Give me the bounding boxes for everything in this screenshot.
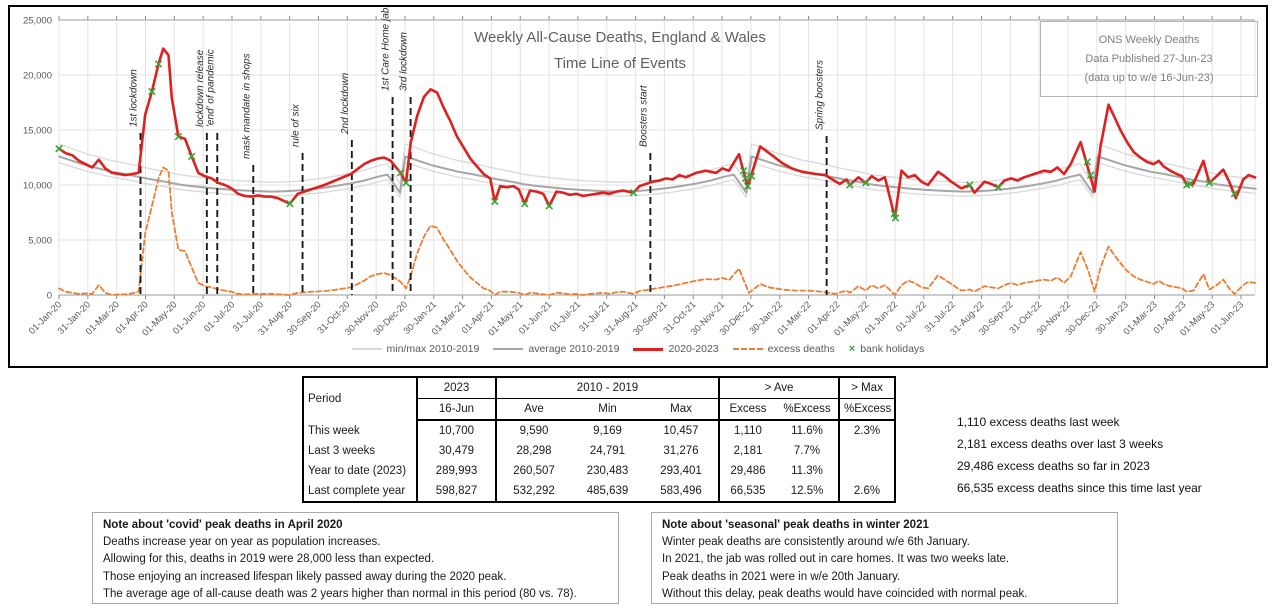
row-period: This week	[308, 424, 360, 437]
chart-title-line1: Weekly All-Cause Deaths, England & Wales	[474, 29, 766, 46]
table-header-excess: Excess	[719, 399, 776, 421]
table-header-16jun: 16-Jun	[417, 399, 496, 421]
row-ave: 9,590	[496, 420, 571, 441]
x-tick-label: 31-Jul-20	[230, 299, 266, 334]
x-tick-label: 01-Jun-20	[170, 299, 208, 337]
x-tick-label: 01-Jun-22	[862, 299, 900, 337]
x-tick-label: 01-Mar-20	[83, 299, 122, 337]
x-tick-label: 30-Dec-21	[717, 299, 756, 338]
row-pct-excess-max	[839, 441, 895, 461]
legend-excess-label: excess deaths	[767, 343, 835, 355]
row-2023-value: 598,827	[417, 481, 496, 502]
table-header-max: Max	[644, 399, 719, 421]
event-label: rule of six	[290, 104, 302, 147]
row-excess: 66,535	[719, 481, 776, 502]
legend-minmax-label: min/max 2010-2019	[386, 343, 480, 355]
note-seasonal-title: Note about 'seasonal' peak deaths in winter 2021	[662, 519, 929, 531]
row-period: Year to date (2023)	[308, 465, 407, 477]
x-tick-label: 01-Jul-20	[201, 299, 237, 334]
x-tick-label: 01-Mar-23	[1121, 299, 1159, 337]
excess-line-week: 1,110 excess deaths last week	[957, 415, 1120, 429]
legend-item-minmax	[352, 343, 480, 355]
y-tick-label: 10,000	[22, 180, 52, 192]
legend-current-label: 2020-2023	[668, 343, 719, 355]
row-min: 9,169	[593, 425, 622, 437]
ons-box-line3: (data up to w/e 16-Jun-23)	[1084, 72, 1214, 84]
table-row	[303, 481, 895, 502]
x-tick-label: 01-Jul-22	[893, 299, 929, 334]
x-tick-label: 01-Jan-20	[26, 299, 64, 337]
x-tick-label: 30-Sep-20	[285, 299, 323, 338]
chart-legend	[10, 343, 1266, 355]
event-label: mask mandate in shops	[241, 53, 253, 159]
y-tick-label: 0	[46, 290, 52, 302]
excess-line-year: 66,535 excess deaths since this time last year	[957, 481, 1202, 495]
current-line-swatch	[633, 348, 663, 351]
event-label: 3rd lockdown	[398, 32, 410, 91]
note-covid-line: The average age of all-cause death was 2 years higher than normal in this period (80 vs. 78).	[103, 587, 577, 600]
note-covid-line: Those enjoying an increased lifespan likely passed away during the 2020 peak.	[103, 570, 507, 583]
legend-item-excess	[733, 343, 835, 355]
excess-line-3weeks: 2,181 excess deaths over last 3 weeks	[957, 437, 1164, 451]
table-header-pct-excess: %Excess	[776, 399, 839, 421]
ons-source-box	[1040, 21, 1258, 97]
x-tick-label: 31-Aug-20	[256, 299, 295, 338]
chart-title-line2: Time Line of Events	[553, 55, 686, 72]
ons-box-line2: Data Published 27-Jun-23	[1085, 53, 1213, 65]
note-seasonal-line: In 2021, the jab was rolled out in care homes. It was two weeks late.	[662, 553, 1010, 566]
row-pct-excess: 7.7%	[793, 445, 821, 457]
x-tick-label: 30-Sep-22	[976, 299, 1015, 338]
excess-deaths-summary-table	[302, 376, 896, 503]
row-2023-value: 289,993	[417, 461, 496, 481]
row-max: 293,401	[660, 465, 702, 477]
x-tick-label: 01-Apr-23	[1151, 299, 1188, 336]
x-tick-label: 01-May-23	[1178, 299, 1217, 338]
y-tick-label: 15,000	[22, 125, 52, 137]
x-tick-label: 01-Mar-21	[429, 299, 468, 337]
row-ave: 532,292	[496, 481, 571, 502]
y-tick-label: 20,000	[22, 70, 52, 82]
row-2023-value: 30,479	[417, 441, 496, 461]
x-tick-label: 30-Nov-21	[688, 299, 727, 338]
x-tick-label: 01-Jul-21	[547, 299, 583, 334]
average-2010-2019-line	[59, 156, 1256, 192]
event-label: 1st Care Home jabs	[380, 7, 392, 91]
x-tick-label: 01-Apr-21	[459, 299, 496, 336]
x-tick-label: 31-Oct-21	[661, 299, 698, 336]
note-box-seasonal-peak	[651, 512, 1118, 604]
table-header-gt-ave: > Ave	[719, 377, 839, 399]
legend-average-label: average 2010-2019	[528, 343, 620, 355]
table-header-pct-excess-max: %Excess	[839, 399, 895, 421]
table-row	[303, 441, 895, 461]
row-pct-excess-max: 2.6%	[839, 481, 895, 502]
row-period: Last complete year	[308, 485, 406, 497]
row-2023-value: 10,700	[417, 420, 496, 441]
note-seasonal-line: Without this delay, peak deaths would have coincided with normal peak.	[662, 587, 1028, 600]
ons-box-line1: ONS Weekly Deaths	[1098, 34, 1200, 46]
x-tick-label: 31-Oct-22	[1007, 299, 1044, 336]
event-label: 'end' of pandemic	[205, 49, 217, 127]
row-excess: 2,181	[719, 441, 776, 461]
bank-holiday-x-icon: ×	[848, 343, 856, 355]
excess-line-swatch	[733, 348, 763, 350]
x-tick-label: 30-Jan-23	[1093, 299, 1131, 337]
y-tick-label: 5,000	[28, 235, 52, 247]
average-line-swatch	[493, 348, 523, 350]
table-header-ave: Ave	[496, 399, 571, 421]
x-tick-label: 31-Aug-22	[948, 299, 986, 338]
row-excess: 1,110	[719, 420, 776, 441]
x-tick-label: 01-Apr-22	[805, 299, 842, 336]
legend-item-average	[493, 343, 619, 355]
note-seasonal-line: Peak deaths in 2021 were in w/e 20th January.	[662, 570, 901, 583]
excess-line-ytd: 29,486 excess deaths so far in 2023	[957, 459, 1150, 473]
row-min: 24,791	[589, 445, 626, 457]
event-label: Boosters start	[638, 85, 650, 147]
row-min: 230,483	[586, 465, 629, 477]
x-tick-label: 01-Mar-22	[775, 299, 813, 337]
row-pct-excess: 11.3%	[791, 465, 823, 477]
x-tick-label: 30-Nov-22	[1034, 299, 1073, 338]
row-min: 485,639	[586, 485, 629, 497]
row-pct-excess: 11.6%	[791, 425, 823, 437]
table-row	[303, 420, 895, 441]
legend-bank-holidays-label: bank holidays	[860, 343, 925, 355]
row-ave: 260,507	[496, 461, 571, 481]
x-tick-label: 01-Apr-20	[113, 299, 150, 336]
row-max: 31,276	[663, 445, 699, 457]
note-covid-line: Deaths increase year on year as population increases.	[103, 536, 381, 549]
event-label: 1st lockdown	[128, 69, 140, 127]
x-tick-label: 31-Jul-21	[576, 299, 612, 334]
x-tick-label: 01-Jun-21	[516, 299, 554, 337]
minmax-line-swatch	[352, 348, 382, 350]
table-header-gt-max: > Max	[839, 377, 895, 399]
note-covid-title: Note about 'covid' peak deaths in April 2020	[103, 519, 343, 531]
row-max: 583,496	[660, 485, 702, 497]
x-tick-label: 31-Oct-20	[315, 299, 352, 336]
note-covid-line: Allowing for this, deaths in 2019 were 28,000 less than expected.	[103, 553, 435, 566]
row-max: 10,457	[663, 425, 699, 437]
event-label: lockdown release	[194, 49, 206, 127]
table-header-2023: 2023	[417, 377, 496, 399]
x-tick-label: 01-May-22	[832, 299, 871, 338]
x-tick-label: 30-Jan-21	[401, 299, 439, 337]
note-box-covid-peak	[92, 512, 619, 604]
row-excess: 29,486	[719, 461, 776, 481]
table-row	[303, 461, 895, 481]
row-ave: 28,298	[496, 441, 571, 461]
event-label: Spring boosters	[814, 59, 826, 130]
x-tick-label: 01-May-21	[486, 299, 525, 338]
x-tick-label: 01-Jun-23	[1208, 299, 1246, 337]
x-tick-label: 30-Dec-22	[1063, 299, 1102, 338]
x-tick-label: 31-Jul-22	[922, 299, 958, 334]
table-header-min: Min	[571, 399, 644, 421]
legend-item-current	[633, 343, 718, 355]
x-tick-label: 30-Sep-21	[631, 299, 669, 338]
excess-deaths-line	[59, 167, 1255, 295]
row-pct-excess-max: 2.3%	[839, 420, 895, 441]
x-tick-label: 01-May-20	[140, 299, 179, 338]
row-period: Last 3 weeks	[308, 445, 376, 457]
table-header-2010-2019: 2010 - 2019	[496, 377, 719, 399]
note-seasonal-line: Winter peak deaths are consistently around w/e 6th January.	[662, 536, 970, 549]
table-header-period: Period	[308, 393, 342, 405]
x-tick-label: 30-Dec-20	[371, 299, 410, 338]
x-tick-label: 30-Jan-22	[747, 299, 785, 337]
row-pct-excess: 12.5%	[790, 485, 824, 497]
legend-item-bank-holidays	[849, 343, 925, 355]
x-tick-label: 31-Jan-20	[55, 299, 93, 337]
weekly-deaths-chart-panel	[8, 5, 1268, 368]
x-tick-label: 30-Nov-20	[342, 299, 381, 338]
row-pct-excess-max	[839, 461, 895, 481]
x-tick-label: 31-Aug-21	[602, 299, 640, 338]
y-tick-label: 25,000	[22, 15, 52, 27]
excess-summary-text	[957, 411, 1202, 499]
chart-title	[340, 25, 900, 77]
event-label: 2nd lockdown	[339, 72, 351, 134]
